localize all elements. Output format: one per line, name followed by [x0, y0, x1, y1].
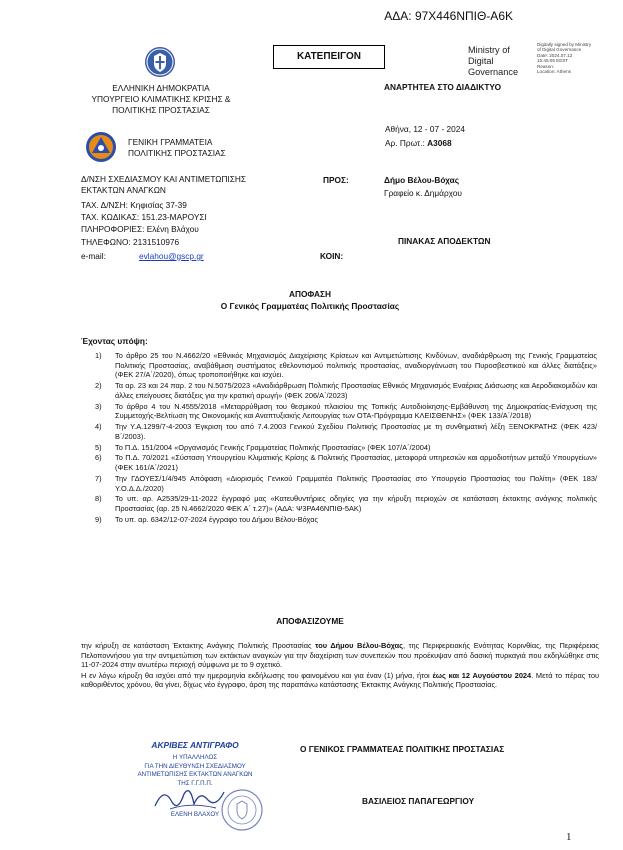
item-text: Το Π.Δ. 70/2021 «Σύσταση Υπουργείου Κλιματικής Κρίσης & Πολιτικής Προστασίας, μεταφορά υπηρεσιών και αρμοδιοτήτων μεταξύ Υπουργείων» (ΦΕΚ 161/Α΄/2021) [115, 453, 597, 473]
gscp-name [128, 137, 226, 159]
secretary-general-name: ΒΑΣΙΛΕΙΟΣ ΠΑΠΑΓΕΩΡΓΙΟΥ [362, 796, 475, 806]
signature-line: Location: Athens [537, 69, 571, 75]
item-number: 1) [95, 351, 102, 360]
item-text: Την Υ.Α.1299/7-4-2003 Έγκριση του από 7.4.2003 Γενικού Σχεδίου Πολιτικής Προστασίας με τη συνθηματική λέξη ΞΕΝΟΚΡΑΤΗΣ (ΦΕΚ 423/Β΄/2003). [115, 422, 597, 441]
stamp-title: ΑΚΡΙΒΕΣ ΑΝΤΙΓΡΑΦΟ [151, 740, 239, 750]
to-office: Γραφείο κ. Δημάρχου [384, 188, 462, 198]
to-label: ΠΡΟΣ: [323, 175, 349, 185]
item-text: Το υπ. αρ. Α2535/29-11-2022 έγγραφό μας «Κατευθυντήριες οδηγίες για την κήρυξη περιοχών σε κατάσταση έκτακτης ανάγκης πολιτικής Προστασίας (αρ. 25 Ν.4662/2020 ΦΕΚ Α΄ τ.27)» (ΑΔΑ: Ψ3ΡΑ46ΝΠΙΘ-5ΑΚ) [115, 494, 597, 513]
gscp-logo-icon [85, 131, 117, 168]
contact-line: ΤΑΧ. Δ/ΝΣΗ: Κηφισίας 37-39 [81, 200, 187, 210]
stamp-name: ΕΛΕΝΗ ΒΛΑΧΟΥ [170, 811, 220, 818]
signature-line: 15:45:05 EEST [537, 58, 569, 64]
decision-title: ΑΠΟΦΑΣΗ [289, 289, 331, 299]
ministry-stamp [468, 45, 518, 78]
contact-line: ΤΑΧ. ΚΩΔΙΚΑΣ: 151.23-ΜΑΡΟΥΣΙ [81, 212, 207, 223]
body-bold: του Δήμου Βέλου-Βόχας [315, 641, 403, 650]
dept-line: Δ/ΝΣΗ ΣΧΕΔΙΑΣΜΟΥ ΚΑΙ ΑΝΤΙΜΕΤΩΠΙΣΗΣ [81, 174, 246, 184]
recipients-table-label: ΠΙΝΑΚΑΣ ΑΠΟΔΕΚΤΩΝ [398, 236, 491, 246]
item-number: 6) [95, 453, 102, 463]
list-item [95, 494, 597, 513]
signature-line: of Digital Governance [537, 47, 582, 53]
urgent-label: ΚΑΤΕΠΕΙΓΟΝ [273, 45, 385, 69]
ada-code: ΑΔΑ: 97Χ446ΝΠΙΘ-Α6Κ [384, 9, 513, 23]
list-item [95, 422, 597, 441]
stamp-line: ΓΙΑ ΤΗΝ ΔΙΕΥΘΥΝΣΗ ΣΧΕΔΙΑΣΜΟΥ [144, 762, 246, 770]
list-item [95, 402, 597, 421]
ministry-stamp-line: Governance [468, 67, 519, 77]
secretary-general-title: Ο ΓΕΝΙΚΟΣ ΓΡΑΜΜΑΤΕΑΣ ΠΟΛΙΤΙΚΗΣ ΠΡΟΣΤΑΣΙΑΣ [300, 744, 505, 754]
body-text: . Μετά το πέρας του καθοριθέντος χρόνου, θα γίνει, δίχως νέο έγγραφο, άρση της παραπάνω κατάστασης Έκτακτης Ανάγκης Πολιτικής Προστασίας. [81, 670, 599, 690]
dept-line: ΕΚΤΑΚΤΩΝ ΑΝΑΓΚΩΝ [81, 185, 166, 195]
item-number: 4) [95, 422, 102, 432]
signature-line: Reason: [537, 63, 555, 69]
protocol-number: Α3068 [427, 138, 452, 148]
item-text: Την ΓΔΟΥΕΣ/1/4/945 Απόφαση «Διορισμός Γενικού Γραμματέα Πολιτικής Προστασίας στο Υπουργείο Προστασίας του Πολίτη» (ΦΕΚ 183/Υ.Ο.Δ.Δ./2020) [115, 473, 597, 493]
digital-signature [537, 42, 591, 74]
page-number: 1 [566, 831, 572, 843]
signature-line: Digitally signed by Ministry [537, 42, 592, 47]
decision-subtitle: Ο Γενικός Γραμματέας Πολιτικής Προστασίας [220, 301, 400, 311]
item-number: 3) [95, 401, 102, 411]
stamp-line: Η ΥΠΑΛΛΗΛΟΣ [172, 754, 218, 761]
body-text: την κήρυξη σε κατάσταση Έκτακτης Ανάγκης Πολιτικής Προστασίας [81, 641, 316, 650]
ministry-stamp-line: Ministry of [468, 45, 510, 55]
decide-title: ΑΠΟΦΑΣΙΖΟΥΜΕ [276, 616, 344, 626]
ministry-stamp-line: Digital [468, 56, 494, 66]
department [81, 174, 246, 196]
list-item [95, 453, 597, 472]
stamp-line: ΤΗΣ Γ.Γ.Π.Π. [177, 779, 213, 787]
posted-online: ΑΝΑΡΤΗΤΕΑ ΣΤΟ ΔΙΑΔΙΚΤΥΟ [384, 82, 502, 92]
list-item [95, 474, 597, 493]
signature-line: Date: 2024.07.12 [537, 52, 573, 58]
protocol-line [385, 138, 452, 149]
body-bold: έως και 12 Αυγούστου 2024 [432, 670, 532, 680]
email-link[interactable]: evlahou@gscp.gr [139, 251, 204, 261]
list-item [95, 351, 597, 380]
decision-body [81, 641, 599, 690]
contact-info [81, 199, 207, 248]
org-line: ΕΛΛΗΝΙΚΗ ΔΗΜΟΚΡΑΤΙΑ [112, 83, 210, 93]
email-label: e-mail: [81, 251, 106, 261]
item-number: 7) [95, 473, 102, 483]
org-line: ΥΠΟΥΡΓΕΙΟ ΚΛΙΜΑΤΙΚΗΣ ΚΡΙΣΗΣ & [91, 94, 231, 104]
org-line: ΠΟΛΙΤΙΚΗΣ ΠΡΟΣΤΑΣΙΑΣ [112, 105, 210, 115]
considerations-list [95, 351, 597, 526]
koin-label: ΚΟΙΝ: [320, 251, 344, 261]
list-item [95, 515, 597, 525]
item-number: 9) [95, 514, 102, 524]
stamp-line: ΑΝΤΙΜΕΤΩΠΙΣΗΣ ΕΚΤΑΚΤΩΝ ΑΝΑΓΚΩΝ [137, 771, 253, 779]
body-text: , της Περιφερειακής Ενότητας Κορινθίας, της Περιφέρειας Πελοποννήσου για την αντιμετώπιση των εκτάκτων αναγκών για την διαχείριση των συνεπειών που προέκυψαν από δασική πυρκαγιά που εκδηλώθηκε στις 11-07-2024 στην ανωτέρω περιοχή σύμφωνα με το 9 σχετικό. [81, 641, 599, 670]
item-number: 2) [95, 381, 102, 391]
protocol-label: Αρ. Πρωτ.: [385, 138, 425, 148]
item-number: 8) [95, 494, 102, 504]
item-number: 5) [95, 442, 102, 452]
contact-line: ΠΛΗΡΟΦΟΡΙΕΣ: Ελένη Βλάχου [81, 224, 199, 235]
item-text: Το Π.Δ. 151/2004 «Οργανισμός Γενικής Γραμματείας Πολιτικής Προστασίας» (ΦΕΚ 107/Α΄/2004) [115, 442, 431, 452]
body-text: Η εν λόγω κήρυξη θα ισχύει από την ημερομηνία εκδήλωσης του φαινομένου και για έναν (1) μήνα, ήτοι [81, 670, 433, 680]
header-org [78, 83, 244, 116]
greek-emblem-icon [143, 45, 177, 84]
list-item [95, 443, 597, 453]
body-paragraph-2 [81, 671, 599, 690]
item-text: Το άρθρο 25 του Ν.4662/20 «Εθνικός Μηχανισμός Διαχείρισης Κρίσεων και Αντιμετώπισης Κινδύνων, αναδιάρθρωση της Γενικής Γραμματείας Πολιτικής Προστασίας, αναβάθμιση συστήματος εθελοντισμού πολιτικής προστασίας, αναδιοργάνωση του Πυροσβεστικού και άλλες διατάξεις» (ΦΕΚ 27/Α΄/2020), όπως τροποποιήθηκε και ισχύει. [115, 351, 597, 380]
item-text: Τα αρ. 23 και 24 παρ. 2 του Ν.5075/2023 «Αναδιάρθρωση Πολιτικής Προστασίας Εθνικός Μηχανισμός Εναέριας Διάσωσης και Αεροδιακομιδών και άλλες επείγουσες διατάξεις για την κρατική αρωγή» (ΦΕΚ 206/Α΄/2023) [115, 381, 597, 400]
gscp-line: ΓΕΝΙΚΗ ΓΡΑΜΜΑΤΕΙΑ [128, 137, 213, 147]
list-item [95, 381, 597, 400]
considering-label: Έχοντας υπόψη: [81, 336, 148, 346]
to-name: Δήμο Βέλου-Βόχας [384, 175, 460, 185]
item-text: Το άρθρο 4 του Ν.4555/2018 «Μεταρρύθμιση του θεσμικού πλαισίου της Τοπικής Αυτοδιοίκησης-Εμβάθυνση της Δημοκρατίας-Ενίσχυση της Συμμετοχής-Βελτίωση της Οικονομικής και Αναπτυξιακής Λειτουργίας των ΟΤΑ-Πρόγραμμα ΚΛΕΙΣΘΕΝΗΣ» (ΦΕΚ 133/Α΄/2018) [115, 401, 597, 421]
item-text: Το υπ. αρ. 6342/12-07-2024 έγγραφο του Δήμου Βέλου-Βόχας [115, 514, 319, 524]
gscp-line: ΠΟΛΙΤΙΚΗΣ ΠΡΟΣΤΑΣΙΑΣ [128, 148, 226, 158]
contact-line: ΤΗΛΕΦΩΝΟ: 2131510976 [81, 236, 180, 247]
date-line: Αθήνα, 12 - 07 - 2024 [385, 124, 465, 134]
body-paragraph-1 [81, 641, 599, 670]
